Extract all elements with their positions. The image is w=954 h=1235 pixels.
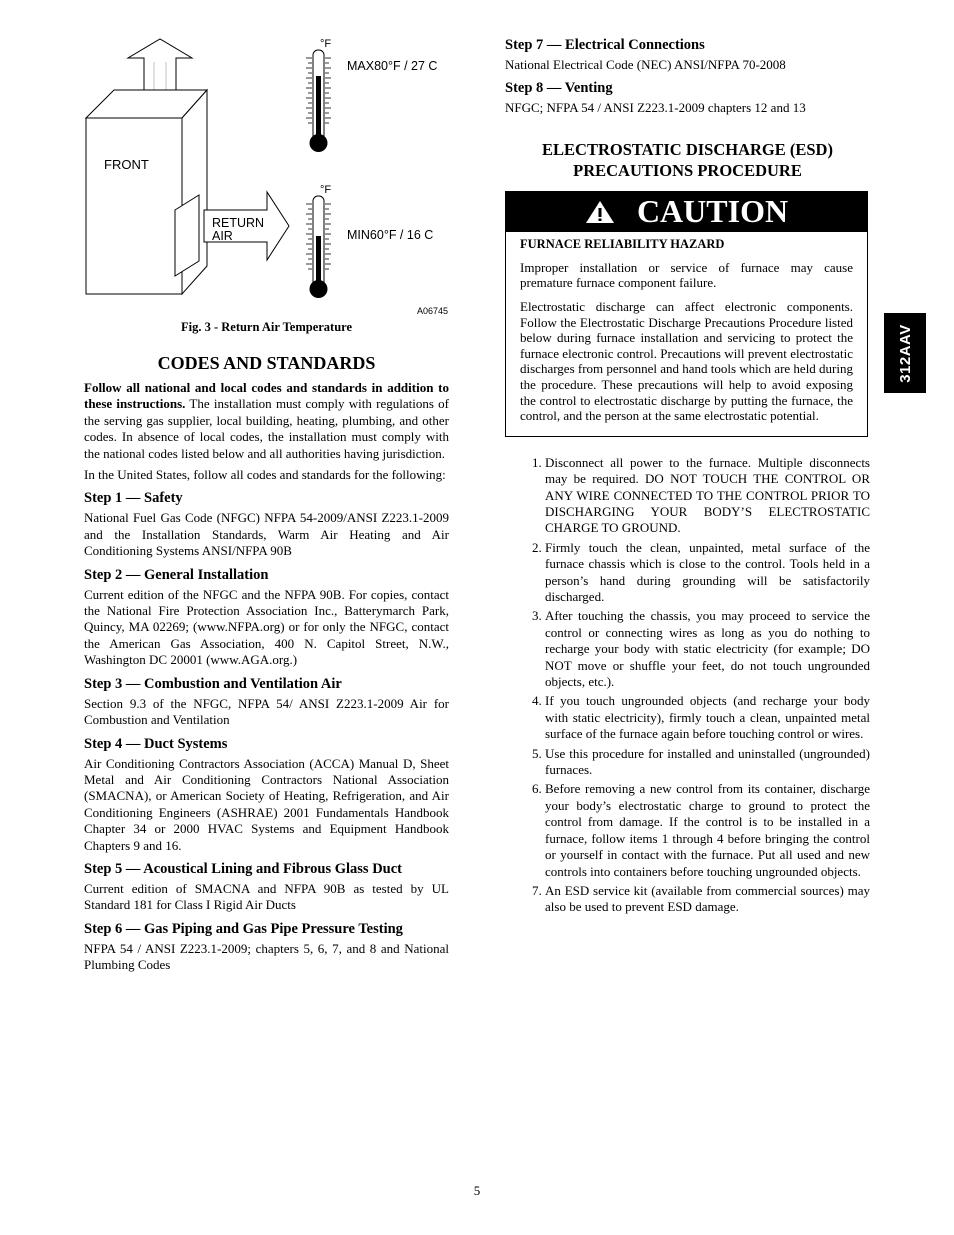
step-7-text: National Electrical Code (NEC) ANSI/NFPA 70-2008 — [505, 57, 786, 72]
figure-code: A06745 — [417, 306, 449, 316]
esd-title — [505, 139, 870, 181]
figure-caption: Fig. 3 - Return Air Temperature — [180, 320, 353, 334]
step-7-heading: Step 7 — Electrical Connections — [505, 37, 705, 53]
caution-paragraph-2: Electrostatic discharge can affect electronic components. Follow the Electrostatic Discharge Precautions Procedure listed below during furnace installation and servicing to protect the furnace electronic control. Precautions will prevent electrostatic discharges from personnel and hand tools which are held during the procedure. These precautions will help to avoid exposing the control to electrostatic discharge by putting the furnace, the control, and the person at the same electrostatic potential. — [520, 299, 853, 424]
front-label: FRONT — [104, 157, 149, 172]
step-2-text: Current edition of the NFGC and the NFPA 90B. For copies, contact the National Fire Protection Association Inc., Batterymarch Park, Quincy, MA 02269; (www.NFPA.org) or for only the NFGC, contact the American Gas Association, 400 N. Capitol Street, N.W., Washington DC 20001 (www.AGA.org.) — [84, 586, 449, 668]
page-number: 5 — [473, 1183, 481, 1198]
return-air-figure — [84, 30, 449, 330]
esd-step-3: 3. After touching the chassis, you may proceed to service the control or connecting wires as long as you do nothing to recharge your body with static electricity (for example; DO NOT move or shuffle your feet, do not touch ungrounded objects, etc.). — [545, 608, 870, 690]
step-5-heading: Step 5 — Acoustical Lining and Fibrous Glass Duct — [84, 860, 402, 877]
return-air-label — [212, 217, 264, 243]
max-temp-label: MAX80°F / 27 C — [347, 59, 438, 73]
step-3-text: Section 9.3 of the NFGC, NFPA 54/ ANSI Z223.1-2009 Air for Combustion and Ventilation — [84, 695, 449, 728]
esd-procedure-list — [505, 455, 870, 916]
codes-intro-rest: The installation must comply with regulations of the serving gas supplier, local building, heating, plumbing, and other codes. In absence of local codes, the installation must comply with the national codes listed below and all authorities having jurisdiction. — [84, 396, 449, 461]
codes-intro — [84, 380, 449, 462]
model-side-tab — [884, 313, 926, 393]
step-5-text: Current edition of SMACNA and NFPA 90B as tested by UL Standard 181 for Class I Rigid Air Ducts — [84, 880, 449, 913]
min-unit-label: °F — [320, 184, 332, 196]
max-thermometer-icon — [306, 50, 331, 152]
hazard-title: FURNACE RELIABILITY HAZARD — [520, 236, 725, 251]
step-8-heading: Step 8 — Venting — [505, 80, 613, 97]
step-1-heading: Step 1 — Safety — [84, 490, 183, 507]
esd-title-line-1: ELECTROSTATIC DISCHARGE (ESD) — [542, 139, 833, 159]
step-8-text: NFGC; NFPA 54 / ANSI Z223.1-2009 chapters 12 and 13 — [505, 100, 806, 116]
step-6-heading: Step 6 — Gas Piping and Gas Pipe Pressure Testing — [84, 920, 403, 937]
caution-box — [505, 191, 868, 437]
esd-title-line-2: PRECAUTIONS PROCEDURE — [573, 160, 802, 180]
esd-step-2: 2. Firmly touch the clean, unpainted, metal surface of the furnace chassis which is close to the control. Tools held in a person’s hand during grounding will be satisfactorily discharged. — [545, 540, 870, 606]
min-temp-label: MIN60°F / 16 C — [347, 228, 434, 242]
min-thermometer-icon — [306, 196, 331, 298]
step-2-heading: Step 2 — General Installation — [84, 566, 269, 583]
furnace-diagram — [84, 30, 449, 330]
esd-step-1: 1. Disconnect all power to the furnace. Multiple disconnects may be required. DO NOT TOUCH THE CONTROL OR ANY WIRE CONNECTED TO THE CONTROL PRIOR TO DISCHARGING YOUR BODY’S ELECTROSTATIC CHARGE TO GROUND. — [545, 455, 870, 537]
esd-step-7: 7. An ESD service kit (available from commercial sources) may also be used to prevent ESD damage. — [545, 883, 870, 916]
step-3-heading: Step 3 — Combustion and Ventilation Air — [84, 675, 342, 692]
step-6-text: NFPA 54 / ANSI Z223.1-2009; chapters 5, 6, 7, and 8 and National Plumbing Codes — [84, 940, 449, 973]
caution-word: CAUTION — [636, 193, 789, 230]
codes-intro-bold: Follow all national and local codes and standards in addition to these instructions. — [84, 380, 449, 412]
caution-body — [506, 232, 867, 436]
step-4-text: Air Conditioning Contractors Association (ACCA) Manual D, Sheet Metal and Air Conditioning Contractors National Association (SMACNA), or American Society of Heating, Refrigeration, and Air Conditioning Engineers (ASHRAE) 2001 Fundamentals Handbook Chapter 34 or 2000 HVAC Systems and Equipment Handbook Chapters 9 and 16. — [84, 755, 449, 853]
esd-step-5: 5. Use this procedure for installed and uninstalled (ungrounded) furnaces. — [545, 746, 870, 779]
caution-paragraph-1: Improper installation or service of furnace may cause premature furnace component failure. — [520, 259, 853, 291]
max-unit-label: °F — [320, 38, 332, 50]
codes-intro-2: In the United States, follow all codes and standards for the following: — [84, 467, 446, 483]
left-column — [84, 30, 449, 974]
esd-step-4: 4. If you touch ungrounded objects (and recharge your body with static electricity), firmly touch a clean, unpainted metal surface of the furnace again before touching control or wires. — [545, 693, 870, 742]
return-air-line-1: RETURN — [212, 216, 265, 230]
return-air-line-2: AIR — [212, 229, 233, 243]
step-1-text: National Fuel Gas Code (NFGC) NFPA 54-2009/ANSI Z223.1-2009 and the Installation Standards, Warm Air Heating and Air Conditioning Systems ANSI/NFPA 90B — [84, 510, 449, 559]
step-4-heading: Step 4 — Duct Systems — [84, 735, 228, 752]
model-number: 312AAV — [896, 323, 914, 383]
esd-step-6: 6. Before removing a new control from its container, discharge your body’s electrostatic charge to ground to protect the control from damage. If the control is to be installed in a furnace, follow items 1 through 4 before bringing the control or yourself in contact with the furnace. Put all used and new controls into containers before touching ungrounded objects. — [545, 781, 870, 879]
warning-triangle-icon — [585, 200, 615, 224]
caution-header — [506, 192, 867, 232]
right-column — [505, 36, 870, 919]
codes-title: CODES AND STANDARDS — [157, 353, 376, 373]
